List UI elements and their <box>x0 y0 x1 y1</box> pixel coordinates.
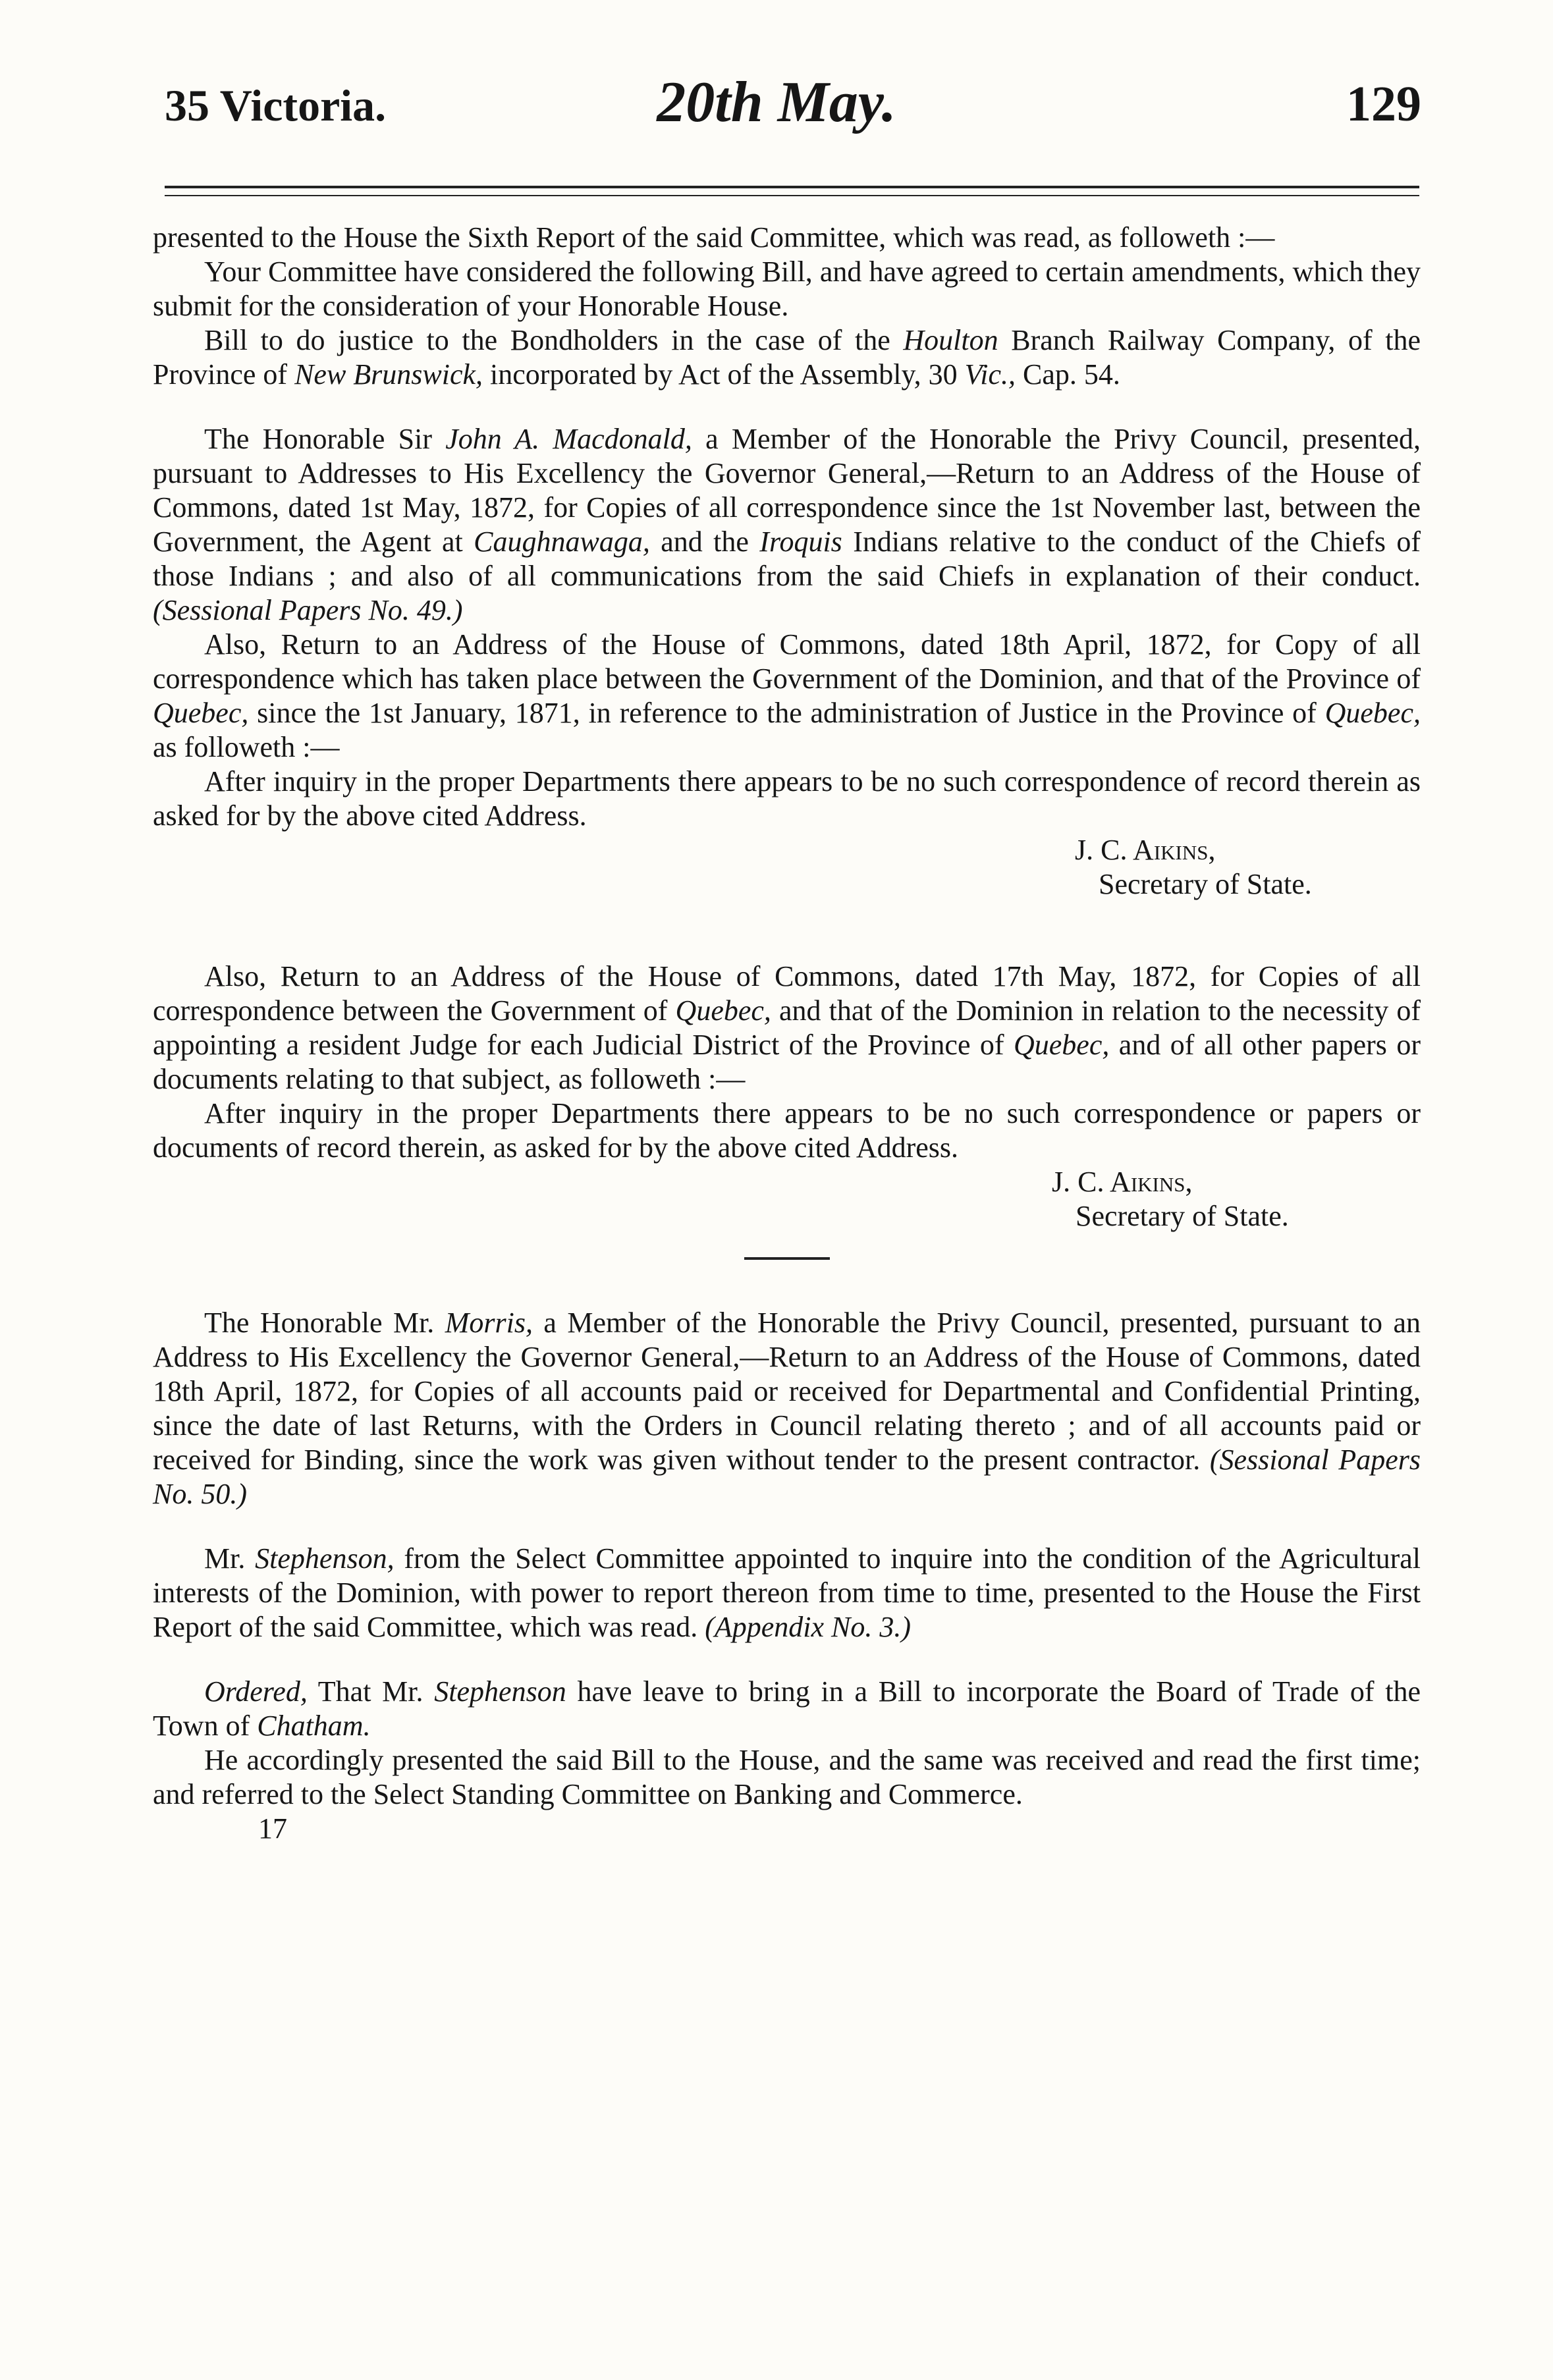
paragraph-report-intro: presented to the House the Sixth Report of the said Committee, which was read, as followeth :— <box>153 221 1275 254</box>
section-divider <box>744 1257 830 1260</box>
paragraph-macdonald-return: The Honorable Sir John A. Macdonald, a Member of the Honorable the Privy Council, presented, pursuant to Addresses to His Excellency the Governor General,—Return to an Address of the House of Commons, dated 1st May, 1872, for Copies of all correspondence since the 1st November last, between the Government, the Agent at Caughnawaga, and the Iroquis Indians relative to the conduct of the Chiefs of those Indians ; and also of all communications from the said Chiefs in explanation of their conduct. (Sessional Papers No. 49.) <box>153 423 1421 626</box>
paragraph-bill-presented: He accordingly presented the said Bill to the House, and the same was received and read the first time; and referred to the Select Standing Committee on Banking and Commerce. <box>153 1744 1421 1810</box>
printer-signature-mark: 17 <box>258 1812 287 1845</box>
page-number: 129 <box>1346 76 1421 132</box>
paragraph-return-quebec-justice: Also, Return to an Address of the House of Commons, dated 18th April, 1872, for Copy of all correspondence which has taken place between the Government of the Dominion, and that of the Province of Quebec, since the 1st January, 1871, in reference to the administration of Justice in the Province of Quebec, as followeth :— <box>153 628 1421 763</box>
signature-name: J. C. Aikins, <box>1052 1166 1193 1198</box>
header-rule-thick <box>165 186 1419 188</box>
paragraph-committee-considered: Your Committee have considered the following Bill, and have agreed to certain amendments, which they submit for the consideration of your Honorable House. <box>153 256 1421 322</box>
header-rule-thin <box>165 195 1419 196</box>
header-regnal-year: 35 Victoria. <box>165 80 387 130</box>
signature-block <box>1052 1165 1421 1233</box>
paragraph-return-quebec-judge: Also, Return to an Address of the House of Commons, dated 17th May, 1872, for Copies of all correspondence between the Government of Quebec, and that of the Dominion in relation to the necessity of appointing a resident Judge for each Judicial District of the Province of Quebec, and of all other papers or documents relating to that subject, as followeth :— <box>153 960 1421 1095</box>
signature-title: Secretary of State. <box>1099 868 1312 900</box>
document-body <box>153 221 1421 1846</box>
signature-name: J. C. Aikins, <box>1075 834 1216 866</box>
running-header <box>0 69 1553 148</box>
paragraph-morris-printing: The Honorable Mr. Morris, a Member of the Honorable the Privy Council, presented, pursuant to an Address to His Excellency the Governor General,—Return to an Address of the House of Commons, dated 18th April, 1872, for Copies of all accounts paid or received for Departmental and Confidential Printing, since the date of last Returns, with the Orders in Council relating thereto ; and of all accounts paid or received for Binding, since the work was given without tender to the present contractor. (Sessional Papers No. 50.) <box>153 1307 1421 1510</box>
paragraph-bill-houlton: Bill to do justice to the Bondholders in the case of the Houlton Branch Railway Company, of the Province of New Brunswick, incorporated by Act of the Assembly, 30 Vic., Cap. 54. <box>153 324 1421 391</box>
paragraph-inquiry-no-papers: After inquiry in the proper Departments there appears to be no such correspondence or papers or documents of record therein, as asked for by the above cited Address. <box>153 1097 1421 1164</box>
header-date: 20th May. <box>657 70 896 134</box>
signature-block <box>1075 833 1421 902</box>
paragraph-inquiry-no-correspondence: After inquiry in the proper Departments there appears to be no such correspondence of record therein as asked for by the above cited Address. <box>153 765 1421 832</box>
paragraph-stephenson-report: Mr. Stephenson, from the Select Committee appointed to inquire into the condition of the Agricultural interests of the Dominion, with power to report thereon from time to time, presented to the House the First Report of the said Committee, which was read. (Appendix No. 3.) <box>153 1542 1421 1643</box>
paragraph-ordered-chatham: Ordered, That Mr. Stephenson have leave to bring in a Bill to incorporate the Board of Trade of the Town of Chatham. <box>153 1675 1421 1742</box>
signature-title: Secretary of State. <box>1076 1200 1289 1232</box>
